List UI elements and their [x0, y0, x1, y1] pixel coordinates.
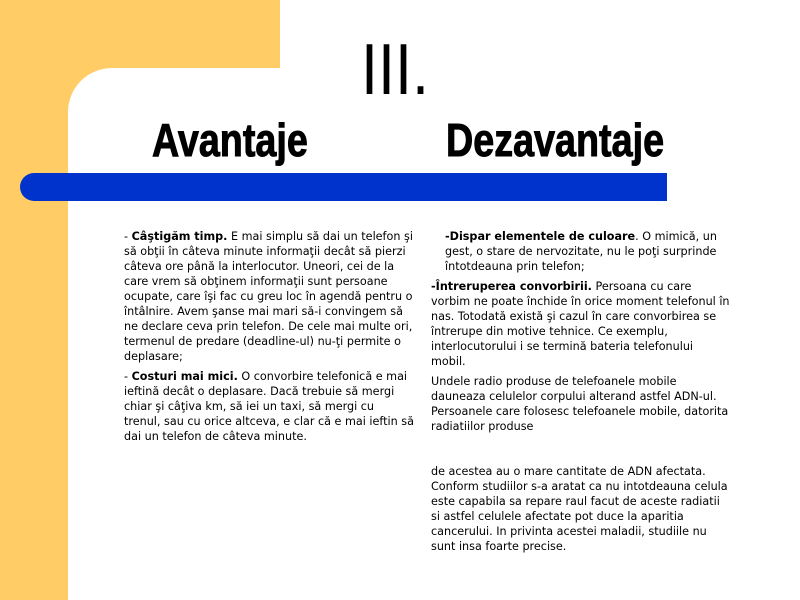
advantages-column: [124, 229, 414, 449]
advantage-item: [124, 369, 414, 444]
item-title: Dispar elementele de culoare: [449, 230, 636, 243]
item-prefix: -: [431, 280, 436, 293]
item-prefix: -: [124, 230, 132, 243]
item-text: Undele radio produse de telefoanele mobile dauneaza celulelor corpului alterand astfel ADN-ul. Persoanele care folosesc telefoanele mobile, datorita radiatiilor produse: [431, 375, 729, 433]
disadvantage-item: [431, 229, 731, 274]
item-text: O convorbire telefonică e mai ieftină decât o deplasare. Dacă trebuie să mergi chiar şi câţiva km, să iei un taxi, să mergi cu trenul, sau cu orice altceva, e clar că e mai ieftin să dai un telefon de câteva minute.: [124, 370, 414, 443]
item-title: Câştigăm timp.: [131, 230, 228, 243]
item-prefix: -: [124, 370, 132, 383]
disadvantage-item: [431, 279, 731, 369]
item-text: . O mimică, un gest, o stare de nervozitate, nu le poţi surprinde întotdeauna prin telefon;: [445, 230, 717, 273]
slide-number: III.: [360, 30, 429, 110]
item-prefix: -: [445, 230, 450, 243]
item-title: Întreruperea convorbirii.: [435, 280, 592, 293]
background-top-block: [0, 0, 280, 68]
item-title: Costuri mai mici.: [131, 370, 238, 383]
item-text: Persoana cu care vorbim ne poate închide în orice moment telefonul în nas. Totodată există şi cazul în care convorbirea se întrerupe din motive tehnice. Ce exemplu, interlocutorului i se termină bateria telefonului mobil.: [431, 280, 730, 368]
title-divider-bar: [20, 173, 667, 201]
disadvantages-column: [431, 229, 731, 559]
disadvantages-heading-text: Dezavantaje: [446, 114, 665, 166]
background-left-strip: [0, 0, 68, 600]
disadvantage-item: [431, 374, 731, 434]
item-text: de acestea au o mare cantitate de ADN afectata. Conform studiilor s-a aratat ca nu intotdeauna celula este capabila sa repare raul facut de aceste radiatii si astfel celulele afectate pot duce la aparitia cancerului. In privinta acestei maladii, studiile nu sunt insa foarte precise.: [431, 465, 728, 553]
advantage-item: [124, 229, 414, 364]
spacer: [431, 439, 731, 464]
advantages-heading-text: Avantaje: [152, 114, 308, 166]
disadvantages-heading: [446, 112, 712, 168]
disadvantage-item: [431, 464, 731, 554]
advantages-heading: [152, 112, 342, 168]
item-text: E mai simplu să dai un telefon şi să obţii în câteva minute informaţii decât să pierzi câteva ore până la interlocutor. Uneori, cei de la care vrem să obţinem informaţii sunt persoane ocupate, care îşi fac cu greu loc în agendă pentru o întâlnire. Avem şanse mai mari să-i convingem să ne declare ceva prin telefon. De cele mai multe ori, termenul de predare (deadline-ul) nu-ţi permite o deplasare;: [124, 230, 413, 363]
